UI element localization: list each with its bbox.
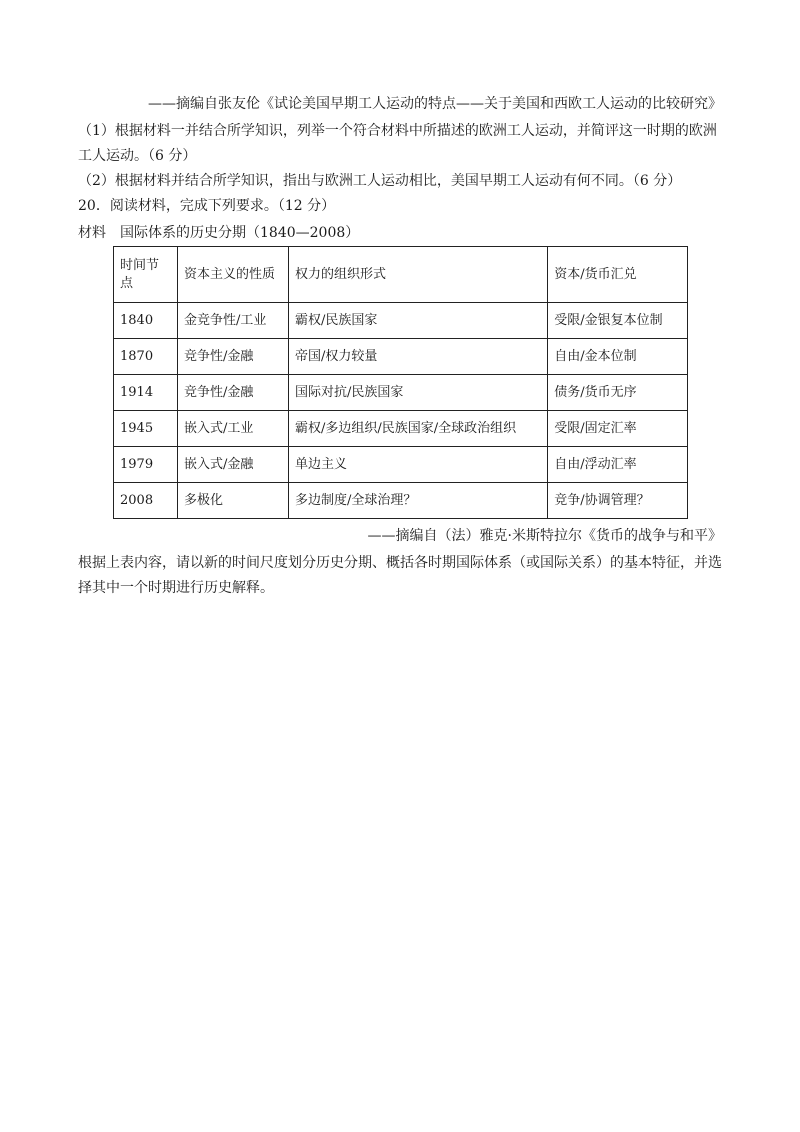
table-row (114, 411, 688, 447)
cell-power: 国际对抗/民族国家 (288, 375, 547, 411)
cell-capitalism: 嵌入式/金融 (178, 447, 289, 483)
material-title: 国际体系的历史分期（1840—2008） (120, 225, 360, 241)
table-row (114, 375, 688, 411)
table-row (114, 339, 688, 375)
history-periodization-table (113, 246, 688, 519)
cell-year: 2008 (114, 483, 178, 519)
cell-capitalism: 竞争性/金融 (178, 375, 289, 411)
cell-power: 霸权/民族国家 (288, 303, 547, 339)
cell-currency: 债务/货币无序 (548, 375, 688, 411)
table-row (114, 303, 688, 339)
cell-capitalism: 竞争性/金融 (178, 339, 289, 375)
source-citation-bottom: ——摘编自（法）雅克·米斯特拉尔《货币的战争与和平》 (367, 528, 722, 544)
cell-currency: 受限/固定汇率 (548, 411, 688, 447)
cell-year: 1914 (114, 375, 178, 411)
cell-year: 1840 (114, 303, 178, 339)
header-power-organization: 权力的组织形式 (288, 247, 547, 303)
material-label: 材料 (78, 225, 106, 241)
source-citation-top: ——摘编自张友伦《试论美国早期工人运动的特点——关于美国和西欧工人运动的比较研究》 (148, 96, 722, 112)
cell-capitalism: 嵌入式/工业 (178, 411, 289, 447)
header-time-node: 时间节点 (114, 247, 178, 303)
header-capitalism-nature: 资本主义的性质 (178, 247, 289, 303)
cell-power: 霸权/多边组织/民族国家/全球政治组织 (288, 411, 547, 447)
task-line-2: 择其中一个时期进行历史解释。 (78, 580, 274, 596)
cell-capitalism: 金竞争性/工业 (178, 303, 289, 339)
question-2: （2）根据材料并结合所学知识，指出与欧洲工人运动相比，美国早期工人运动有何不同。（6 分） (78, 173, 682, 189)
table-header-row (114, 247, 688, 303)
material-caption (78, 223, 359, 243)
cell-capitalism: 多极化 (178, 483, 289, 519)
table-row (114, 483, 688, 519)
question-20-heading: 20．阅读材料，完成下列要求。（12 分） (78, 198, 336, 214)
cell-power: 单边主义 (288, 447, 547, 483)
table-row (114, 447, 688, 483)
header-currency-exchange: 资本/货币汇兑 (548, 247, 688, 303)
cell-currency: 受限/金银复本位制 (548, 303, 688, 339)
cell-currency: 自由/浮动汇率 (548, 447, 688, 483)
cell-year: 1870 (114, 339, 178, 375)
cell-currency: 自由/金本位制 (548, 339, 688, 375)
cell-currency: 竞争/协调管理？ (548, 483, 688, 519)
cell-year: 1979 (114, 447, 178, 483)
cell-power: 多边制度/全球治理？ (288, 483, 547, 519)
task-line-1: 根据上表内容，请以新的时间尺度划分历史分期、概括各时期国际体系（或国际关系）的基本特征，并选 (78, 555, 722, 571)
cell-power: 帝国/权力较量 (288, 339, 547, 375)
question-1-line-2: 工人运动。（6 分） (78, 148, 197, 164)
question-1-line-1: （1）根据材料一并结合所学知识，列举一个符合材料中所描述的欧洲工人运动，并简评这一时期的欧洲 (78, 123, 717, 139)
cell-year: 1945 (114, 411, 178, 447)
